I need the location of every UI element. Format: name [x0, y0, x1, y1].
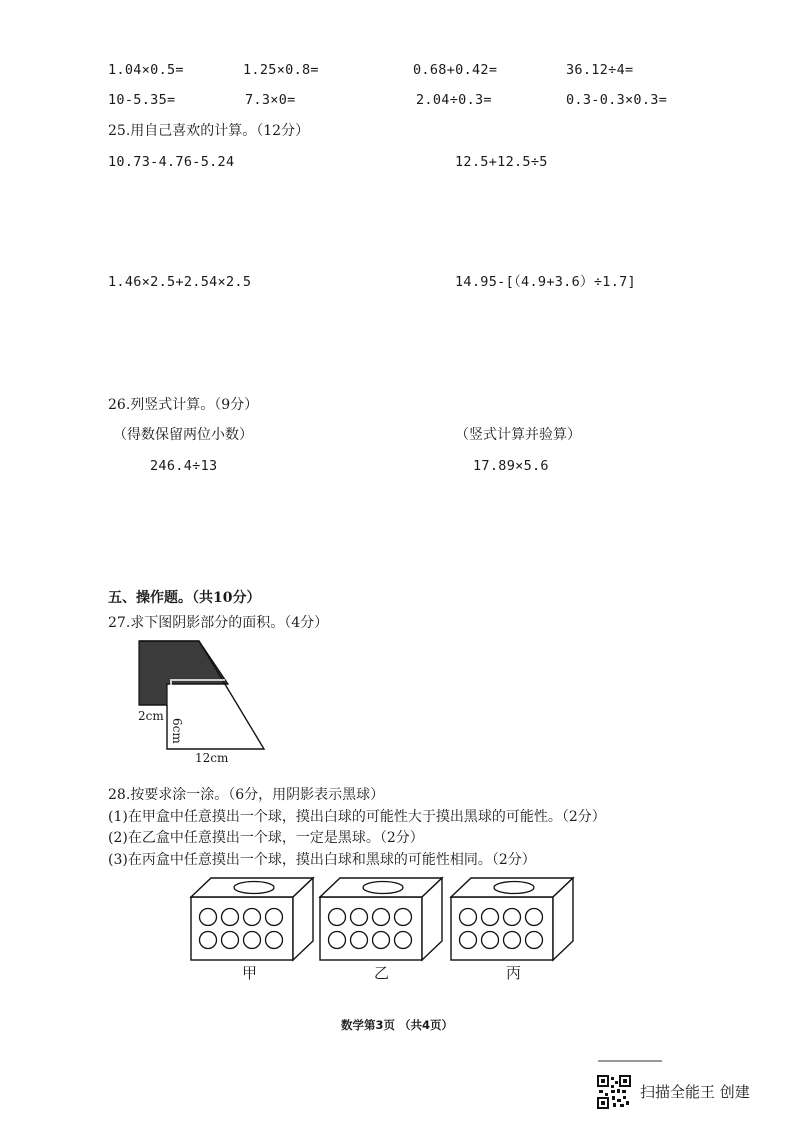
q28-item-1: (1)在甲盒中任意摸出一个球，摸出白球的可能性大于摸出黑球的可能性。（2分） [108, 809, 606, 825]
q26-title: 26.列竖式计算。（9分） [108, 397, 259, 413]
q28-title: 28.按要求涂一涂。（6分，用阴影表示黑球） [108, 787, 385, 803]
mental-calc-1: 1.04×0.5= [108, 62, 184, 78]
mental-calc-3: 0.68+0.42= [413, 62, 498, 78]
page-footer: 数学第3页 （共4页） [340, 1018, 453, 1032]
q26-expr-right: 17.89×5.6 [473, 458, 549, 474]
mental-calc-2: 1.25×0.8= [243, 62, 319, 78]
box-label-yi: 乙 [374, 964, 390, 982]
q25-item-4: 14.95-[（4.9+3.6）÷1.7] [455, 274, 636, 290]
label-12cm: 12cm [195, 751, 229, 765]
watermark-text: 扫描全能王 创建 [640, 1083, 750, 1101]
mental-calc-6: 7.3×0= [245, 92, 296, 108]
qr-code-icon [597, 1075, 631, 1109]
q26-note-left: （得数保留两位小数） [113, 427, 253, 443]
box-label-jia: 甲 [242, 964, 258, 982]
label-6cm: 6cm [170, 718, 184, 744]
q25-item-3: 1.46×2.5+2.54×2.5 [108, 274, 252, 290]
q25-item-2: 12.5+12.5÷5 [455, 154, 548, 170]
q26-expr-left: 246.4÷13 [150, 458, 218, 474]
label-2cm: 2cm [138, 709, 164, 723]
box-label-bing: 丙 [506, 964, 522, 982]
mental-calc-7: 2.04÷0.3= [416, 92, 492, 108]
q28-item-3: (3)在丙盒中任意摸出一个球，摸出白球和黑球的可能性相同。（2分） [108, 852, 536, 868]
q26-note-right: （竖式计算并验算） [455, 427, 581, 443]
section-5-title: 五、操作题。（共10分） [108, 590, 261, 606]
q28-item-2: (2)在乙盒中任意摸出一个球，一定是黑球。（2分） [108, 830, 424, 846]
q25-item-1: 10.73-4.76-5.24 [108, 154, 235, 170]
mental-calc-8: 0.3-0.3×0.3= [566, 92, 668, 108]
q25-title: 25.用自己喜欢的计算。（12分） [108, 123, 310, 139]
mental-calc-5: 10-5.35= [108, 92, 176, 108]
mental-calc-4: 36.12÷4= [566, 62, 634, 78]
q27-title: 27.求下图阴影部分的面积。（4分） [108, 615, 329, 631]
